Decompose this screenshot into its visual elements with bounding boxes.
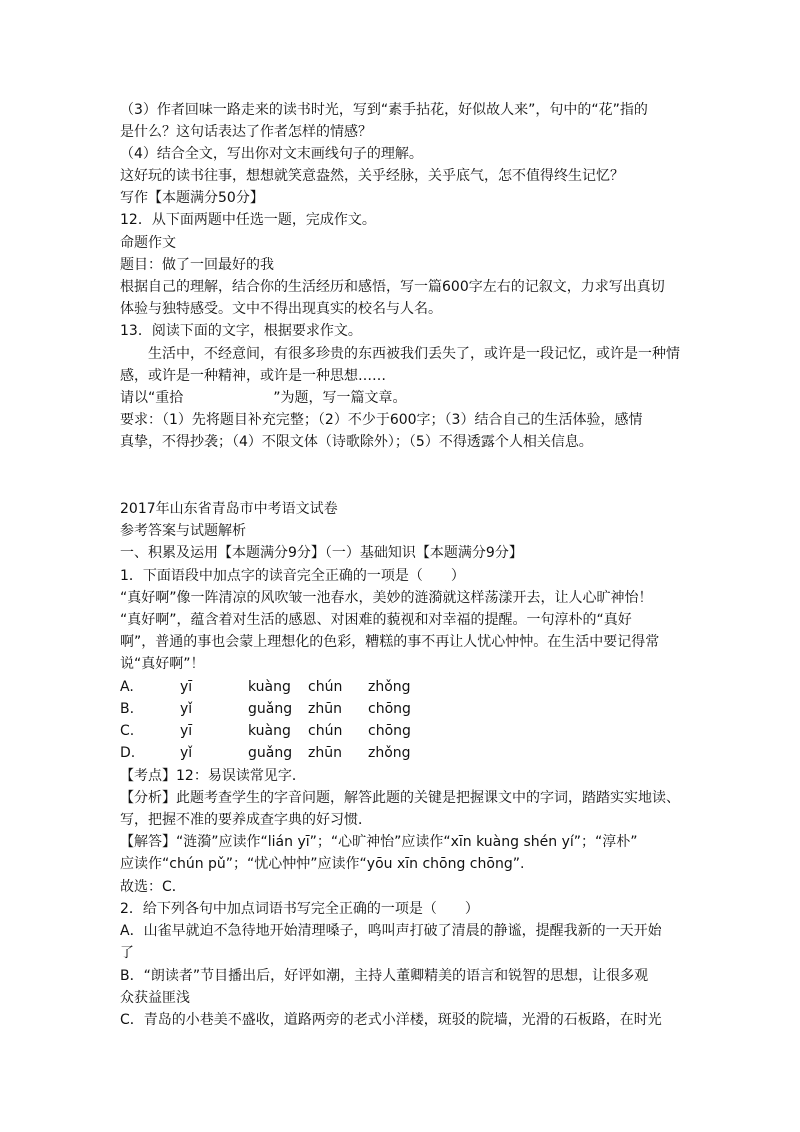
title-prompt <box>120 387 407 409</box>
title-prompt-start: 请以“重拾 <box>120 390 184 406</box>
option-pinyin: yī <box>180 723 193 739</box>
option-label: C. <box>120 723 135 739</box>
passage-line-3: 啊”，普通的事也会蒙上理想化的色彩，糟糕的事不再让人忧心忡忡。在生活中要记得常 <box>120 634 660 650</box>
option-pinyin: zhūn <box>308 701 342 717</box>
question-12: 12．从下面两题中任选一题，完成作文。 <box>120 212 376 228</box>
answer-choice: 故选：C． <box>120 879 186 895</box>
option-pinyin: kuàng <box>248 679 291 695</box>
answer-key-title: 2017年山东省青岛市中考语文试卷 <box>120 501 338 517</box>
question-2: 2．给下列各句中加点词语书写完全正确的一项是（ ） <box>120 901 479 917</box>
option-pinyin: chún <box>308 679 343 695</box>
option-c <box>120 720 411 742</box>
analysis-line-2: 写，把握不准的要养成查字典的好习惯． <box>120 812 372 828</box>
option-pinyin: yǐ <box>180 701 193 717</box>
option-pinyin: zhǒng <box>368 745 411 761</box>
kaodian: 【考点】12：易误读常见字． <box>120 768 306 784</box>
option-pinyin: chōng <box>368 723 411 739</box>
passage-line-1: “真好啊”像一阵清凉的风吹皱一池春水，美妙的涟漪就这样荡漾开去，让人心旷神怡！ <box>120 590 653 606</box>
option-pinyin: kuàng <box>248 723 291 739</box>
composition-title: 题目：做了一回最好的我 <box>120 257 274 273</box>
option-pinyin: yǐ <box>180 745 193 761</box>
requirements-line-1: 要求：（1）先将题目补充完整；（2）不少于600字；（3）结合自己的生活体验，感情 <box>120 412 643 428</box>
option-d <box>120 742 411 764</box>
q2-option-a-line-2: 了 <box>120 945 134 961</box>
composition-requirement-line-2: 体验与独特感受。文中不得出现真实的校名与人名。 <box>120 301 442 317</box>
section-heading: 一、积累及运用【本题满分9分】（一）基础知识【本题满分9分】 <box>120 545 523 561</box>
q2-option-b-line-2: 众获益匪浅 <box>120 990 190 1006</box>
option-a <box>120 676 411 698</box>
option-pinyin: zhūn <box>308 745 342 761</box>
passage-line-4: 说“真好啊”！ <box>120 656 205 672</box>
title-prompt-end: ”为题，写一篇文章。 <box>273 390 407 406</box>
question-1: 1．下面语段中加点字的读音完全正确的一项是（ ） <box>120 568 465 584</box>
answer-key-subtitle: 参考答案与试题解析 <box>120 523 246 539</box>
option-pinyin: yī <box>180 679 193 695</box>
requirements-line-2: 真挚，不得抄袭；（4）不限文体（诗歌除外）；（5）不得透露个人相关信息。 <box>120 434 593 450</box>
q2-option-a-line-1: A．山雀早就迫不急待地开始清理嗓子，鸣叫声打破了清晨的静谧，提醒我新的一天开始 <box>120 923 662 939</box>
solution-line-2: 应读作“chún pǔ”；“忧心忡忡”应读作“yōu xīn chōng chōng”. <box>120 856 525 872</box>
question-13: 13．阅读下面的文字，根据要求作文。 <box>120 323 362 339</box>
option-pinyin: chún <box>308 723 343 739</box>
option-b <box>120 698 411 720</box>
question-3-line-2: 是什么？这句话表达了作者怎样的情感？ <box>120 124 372 140</box>
underlined-sentence: 这好玩的读书往事，想想就笑意盎然，关乎经脉，关乎底气，怎不值得终生记忆？ <box>120 168 624 184</box>
question-4: （4）结合全文，写出你对文末画线句子的理解。 <box>120 146 423 162</box>
composition-requirement-line-1: 根据自己的理解，结合你的生活经历和感悟，写一篇600字左右的记叙文，力求写出真切 <box>120 279 665 295</box>
q2-option-c-line-1: C．青岛的小巷美不盛收，道路两旁的老式小洋楼，斑驳的院墙，光滑的石板路，在时光 <box>120 1012 662 1028</box>
topic-composition-label: 命题作文 <box>120 235 176 251</box>
writing-section-heading: 写作【本题满分50分】 <box>120 190 264 206</box>
option-pinyin: guǎng <box>248 745 293 761</box>
q2-option-b-line-1: B．“朗读者”节目播出后，好评如潮，主持人董卿精美的语言和锐智的思想，让很多观 <box>120 968 649 984</box>
option-label: A. <box>120 679 134 695</box>
option-pinyin: guǎng <box>248 701 293 717</box>
option-label: B. <box>120 701 135 717</box>
material-line-1: 生活中，不经意间，有很多珍贵的东西被我们丢失了，或许是一段记忆，或许是一种情 <box>148 346 680 362</box>
material-line-2: 感，或许是一种精神，或许是一种思想…… <box>120 368 386 384</box>
analysis-line-1: 【分析】此题考查学生的字音问题，解答此题的关键是把握课文中的字词，踏踏实实地读、 <box>120 790 680 806</box>
solution-line-1: 【解答】“涟漪”应读作“lián yī”；“心旷神怡”应读作“xīn kuàng shén yí”；“淳朴” <box>120 834 638 850</box>
question-3-line-1: （3）作者回味一路走来的读书时光，写到“素手拈花，好似故人来”，句中的“花”指的 <box>120 102 648 118</box>
option-pinyin: zhǒng <box>368 679 411 695</box>
passage-line-2: “真好啊”，蕴含着对生活的感恩、对困难的藐视和对幸福的提醒。一句淳朴的“真好 <box>120 612 632 628</box>
option-pinyin: chōng <box>368 701 411 717</box>
option-label: D. <box>120 745 136 761</box>
